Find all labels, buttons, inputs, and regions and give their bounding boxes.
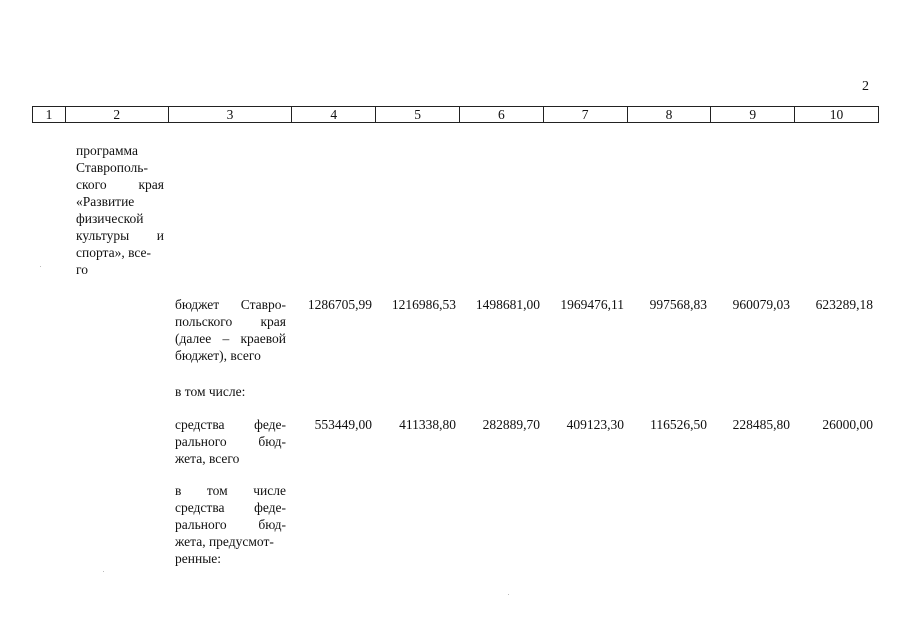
- row-label-line: (далее – краевой: [175, 331, 286, 346]
- program-line: спорта», все-: [76, 245, 152, 260]
- row-label-line: средства феде-: [175, 500, 286, 515]
- value-cell: 553449,00: [314, 417, 372, 432]
- header-col-7: 7: [544, 107, 628, 122]
- header-col-6: 6: [460, 107, 544, 122]
- value-cell: 409123,30: [566, 417, 624, 432]
- row-label-line: рального бюд-: [175, 517, 286, 532]
- value-cell: 1216986,53: [391, 297, 456, 312]
- scan-speck: [508, 594, 509, 595]
- program-line: программа: [76, 143, 138, 158]
- value-cell: 1286705,99: [307, 297, 372, 312]
- value-cell: 997568,83: [649, 297, 707, 312]
- header-col-8: 8: [628, 107, 712, 122]
- table-header-row: [32, 106, 879, 123]
- row-label-regional-budget: [175, 296, 286, 364]
- value-cell: 1498681,00: [475, 297, 540, 312]
- row-label-line: польского края: [175, 314, 286, 329]
- program-line: «Развитие: [76, 194, 135, 209]
- row-label-line: рального бюд-: [175, 434, 286, 449]
- row-label-federal-budget: [175, 416, 286, 467]
- row-label-line: средства феде-: [175, 417, 286, 432]
- value-cell: 1969476,11: [560, 297, 624, 312]
- row-label-line: в том числе:: [175, 384, 246, 399]
- header-col-4: 4: [292, 107, 376, 122]
- value-cell: 960079,03: [732, 297, 790, 312]
- value-cell: 228485,80: [732, 417, 790, 432]
- value-cell: 623289,18: [815, 297, 873, 312]
- row-label-line: бюджет), всего: [175, 348, 261, 363]
- row-label-line: жета, предусмот-: [175, 534, 274, 549]
- header-col-9: 9: [711, 107, 795, 122]
- value-cell: 282889,70: [482, 417, 540, 432]
- program-line: го: [76, 262, 88, 277]
- header-col-3: 3: [169, 107, 293, 122]
- program-line: физической: [76, 211, 144, 226]
- scan-speck: [103, 571, 104, 572]
- program-line: Ставрополь-: [76, 160, 148, 175]
- row-label-federal-provided: [175, 482, 286, 567]
- row-label-line: жета, всего: [175, 451, 240, 466]
- page-number: 2: [862, 79, 869, 94]
- row-label-line: в том числе: [175, 483, 286, 498]
- program-line: культуры и: [76, 228, 164, 243]
- header-col-1: 1: [33, 107, 66, 122]
- scan-speck: [40, 266, 41, 267]
- header-col-5: 5: [376, 107, 460, 122]
- row-label-line: бюджет Ставро-: [175, 297, 286, 312]
- program-line: ского края: [76, 177, 164, 192]
- row-label-including: [175, 383, 286, 400]
- header-col-2: 2: [66, 107, 169, 122]
- value-cell: 116526,50: [650, 417, 707, 432]
- value-cell: 26000,00: [822, 417, 873, 432]
- row-label-line: ренные:: [175, 551, 222, 566]
- header-col-10: 10: [829, 107, 844, 122]
- value-cell: 411338,80: [399, 417, 456, 432]
- program-name-cell: [76, 142, 164, 278]
